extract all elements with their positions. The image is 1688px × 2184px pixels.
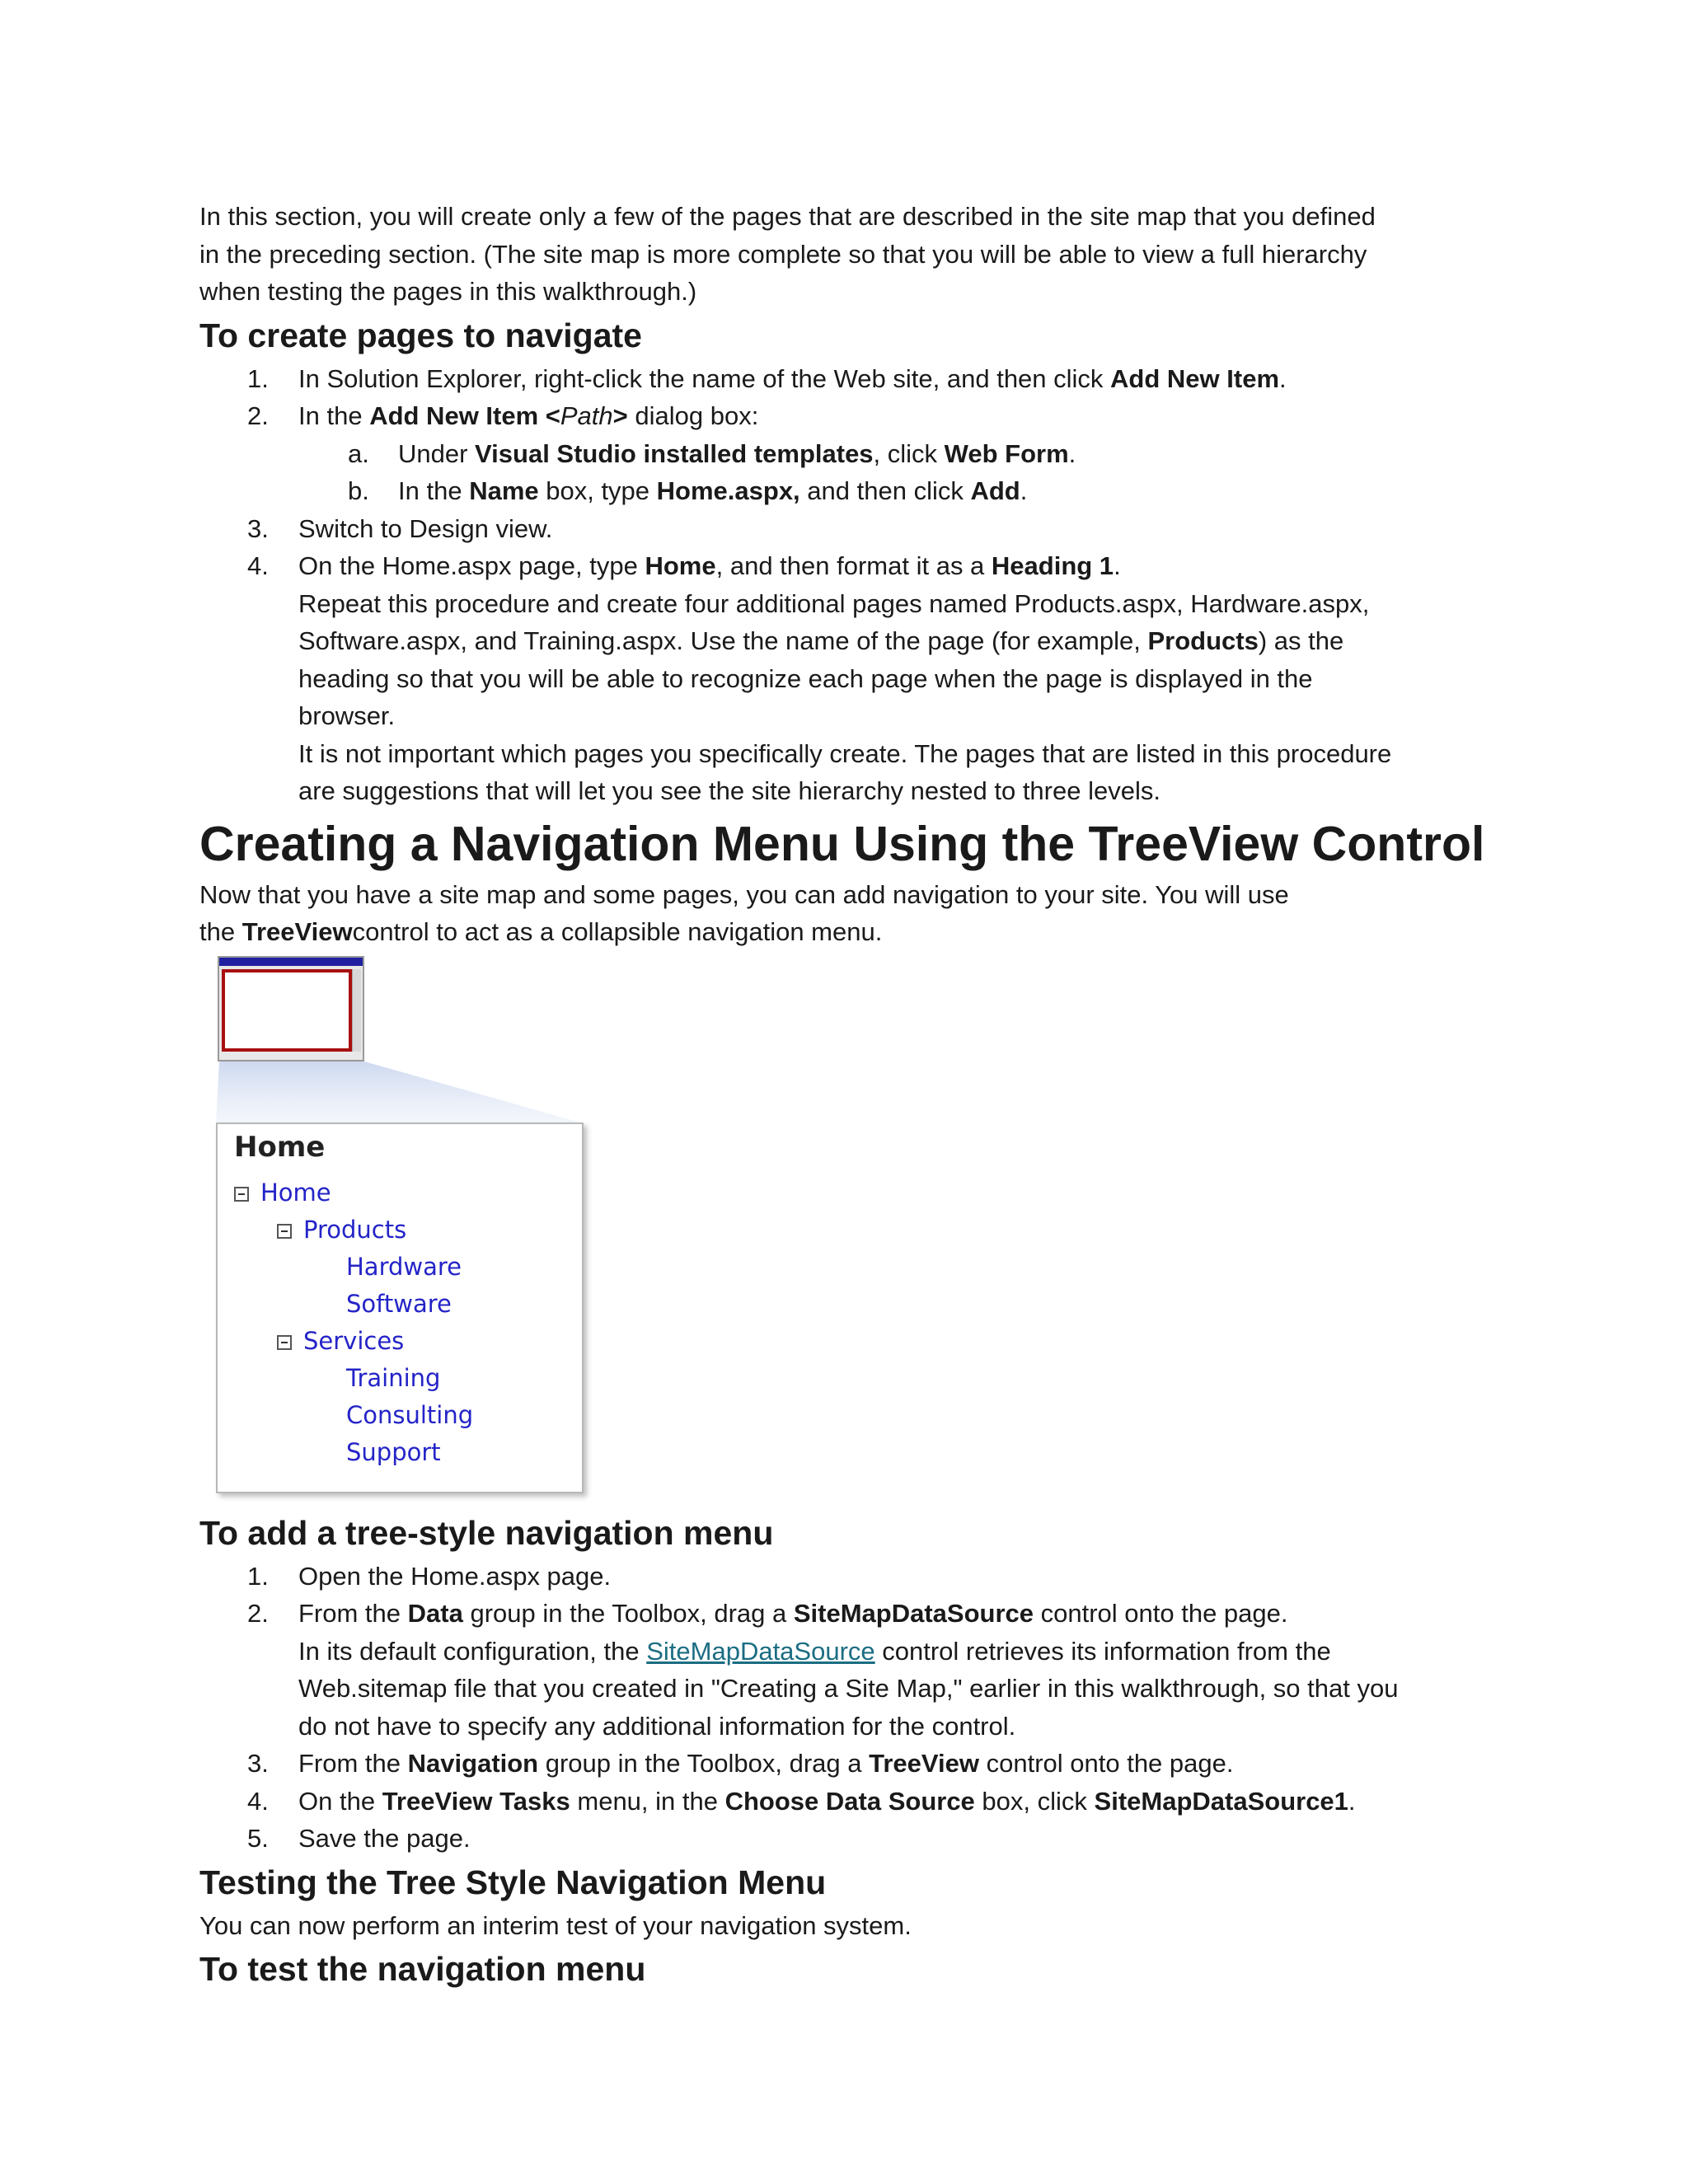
intro-line-3: when testing the pages in this walkthrough.) <box>199 277 697 306</box>
text: heading so that you will be able to recognize each page when the page is displayed in the <box>298 663 1313 693</box>
text: the <box>199 917 242 946</box>
treeview-figure <box>208 956 587 1500</box>
treeview-preview <box>216 1122 584 1493</box>
text: You can now perform an interim test of your navigation system. <box>199 1910 912 1940</box>
text: , click <box>873 438 945 468</box>
tree-node-services[interactable]: Services <box>303 1326 405 1355</box>
bold-text: TreeView <box>869 1749 979 1778</box>
step-2-continuation <box>199 1633 1502 1746</box>
intro-paragraph <box>199 198 1502 311</box>
text: control retrieves its information from the <box>874 1636 1331 1666</box>
bold-text: Home <box>645 551 716 580</box>
text: box, click <box>974 1786 1095 1816</box>
text: Software.aspx, and Training.aspx. Use the name of the page (for example, <box>298 626 1148 655</box>
treeview-page-title: Home <box>234 1130 326 1164</box>
text: Now that you have a site map and some pages, you can add navigation to your site. You will use <box>199 879 1289 909</box>
list-number: b. <box>348 476 369 505</box>
text: Save the page. <box>298 1824 471 1853</box>
list-item <box>199 510 1502 548</box>
bold-text: Navigation <box>407 1749 539 1778</box>
intro-line-1: In this section, you will create only a few of the pages that are described in the site map that you defined <box>199 202 1376 231</box>
tree-node-support[interactable]: Support <box>346 1437 441 1466</box>
list-number: 4. <box>247 551 269 580</box>
bold-text: Add New Item <box>1110 363 1280 393</box>
text: . <box>1068 438 1076 468</box>
text: In its default configuration, the <box>298 1636 647 1666</box>
bold-text: Choose Data Source <box>724 1786 975 1816</box>
text: From the <box>298 1749 408 1778</box>
bold-text: Data <box>407 1599 463 1628</box>
list-item <box>199 1595 1502 1633</box>
bold-text: SiteMapDataSource1 <box>1094 1786 1348 1816</box>
text: . <box>1020 476 1028 505</box>
text: . <box>1348 1786 1356 1816</box>
list-item <box>199 397 1502 435</box>
list-number: 2. <box>247 1599 269 1628</box>
list-item <box>199 1820 1502 1858</box>
text: Under <box>398 438 476 468</box>
list-number: a. <box>348 438 369 468</box>
text: It is not important which pages you specifically create. The pages that are listed in this procedure <box>298 738 1392 768</box>
text: Web.sitemap file that you created in "Creating a Site Map," earlier in this walkthrough, so that you <box>298 1674 1399 1703</box>
step-4-continuation <box>199 585 1502 810</box>
text: On the Home.aspx page, type <box>298 551 645 580</box>
text: control to act as a collapsible navigation menu. <box>352 917 883 946</box>
text: . <box>1114 551 1121 580</box>
text: do not have to specify any additional information for the control. <box>298 1711 1016 1741</box>
text: dialog box: <box>627 401 759 430</box>
screen-thumbnail <box>218 956 364 1062</box>
tree-node-hardware[interactable]: Hardware <box>346 1252 462 1281</box>
bold-text: Add <box>970 476 1020 505</box>
document-content <box>199 198 1502 1994</box>
list-item <box>199 360 1502 398</box>
bold-text: > <box>612 401 628 430</box>
text: From the <box>298 1599 408 1628</box>
bold-text: Name <box>469 476 539 505</box>
italic-text: Path <box>560 401 613 430</box>
text: In Solution Explorer, right-click the name of the Web site, and then click <box>298 363 1111 393</box>
list-item <box>199 547 1502 585</box>
list-number: 1. <box>247 1561 269 1591</box>
text: , and then format it as a <box>715 551 992 580</box>
tree-node-software[interactable]: Software <box>346 1289 452 1318</box>
thumbnail-titlebar <box>219 958 363 966</box>
list-item <box>199 1558 1502 1596</box>
text: menu, in the <box>570 1786 725 1816</box>
text: and then click <box>799 476 971 505</box>
sitemapdatasource-link[interactable]: SiteMapDataSource <box>646 1636 875 1666</box>
text: Repeat this procedure and create four additional pages named Products.aspx, Hardware.aspx, <box>298 588 1370 618</box>
thumbnail-scrollbar <box>352 969 361 1052</box>
list-number: 4. <box>247 1786 269 1816</box>
list-number: 5. <box>247 1824 269 1853</box>
text: browser. <box>298 701 396 730</box>
bold-text: Visual Studio installed templates <box>475 438 874 468</box>
text: In the <box>398 476 470 505</box>
heading-add-tree-menu: To add a tree-style navigation menu <box>199 1513 774 1552</box>
thumbnail-highlight <box>222 969 352 1052</box>
create-pages-steps <box>199 360 1502 810</box>
list-item <box>199 1745 1502 1783</box>
text: control onto the page. <box>1034 1599 1288 1628</box>
text: . <box>1279 363 1287 393</box>
bold-text: TreeView Tasks <box>382 1786 570 1816</box>
tree-node-consulting[interactable]: Consulting <box>346 1400 474 1429</box>
text: On the <box>298 1786 382 1816</box>
text: Open the Home.aspx page. <box>298 1561 612 1591</box>
list-item <box>199 435 1502 473</box>
list-number: 1. <box>247 363 269 393</box>
text: Switch to Design view. <box>298 513 553 543</box>
bold-text: SiteMapDataSource <box>793 1599 1034 1628</box>
text: box, type <box>538 476 657 505</box>
collapse-icon[interactable] <box>277 1224 292 1239</box>
list-item <box>199 472 1502 510</box>
heading-testing-tree-menu: Testing the Tree Style Navigation Menu <box>199 1863 827 1901</box>
list-number: 3. <box>247 513 269 543</box>
bold-text: Home.aspx, <box>656 476 800 505</box>
text: control onto the page. <box>978 1749 1234 1778</box>
bold-text: Add New Item < <box>369 401 560 430</box>
add-tree-menu-steps <box>199 1558 1502 1858</box>
treeview-intro-paragraph <box>199 876 1502 951</box>
bold-text: TreeView <box>241 917 353 946</box>
intro-line-2: in the preceding section. (The site map is more complete so that you will be able to view a full hierarchy <box>199 239 1367 269</box>
text: group in the Toolbox, drag a <box>538 1749 870 1778</box>
text: In the <box>298 401 370 430</box>
heading-creating-navigation-menu: Creating a Navigation Menu Using the TreeView Control <box>199 816 1485 871</box>
list-number: 2. <box>247 401 269 430</box>
heading-test-navigation-menu: To test the navigation menu <box>199 1950 646 1988</box>
text: ) as the <box>1258 626 1344 655</box>
bold-text: Heading 1 <box>991 551 1114 580</box>
testing-paragraph <box>199 1907 1502 1945</box>
tree-node-home[interactable]: Home <box>260 1178 331 1207</box>
tree-node-training[interactable]: Training <box>346 1363 441 1392</box>
bold-text: Web Form <box>944 438 1069 468</box>
tree-node-products[interactable]: Products <box>303 1215 407 1244</box>
heading-create-pages: To create pages to navigate <box>199 316 642 354</box>
collapse-icon[interactable] <box>277 1335 292 1350</box>
bold-text: Products <box>1147 626 1259 655</box>
collapse-icon[interactable] <box>234 1187 249 1202</box>
text: group in the Toolbox, drag a <box>462 1599 794 1628</box>
list-item <box>199 1783 1502 1821</box>
text: are suggestions that will let you see the site hierarchy nested to three levels. <box>298 776 1160 805</box>
list-number: 3. <box>247 1749 269 1778</box>
